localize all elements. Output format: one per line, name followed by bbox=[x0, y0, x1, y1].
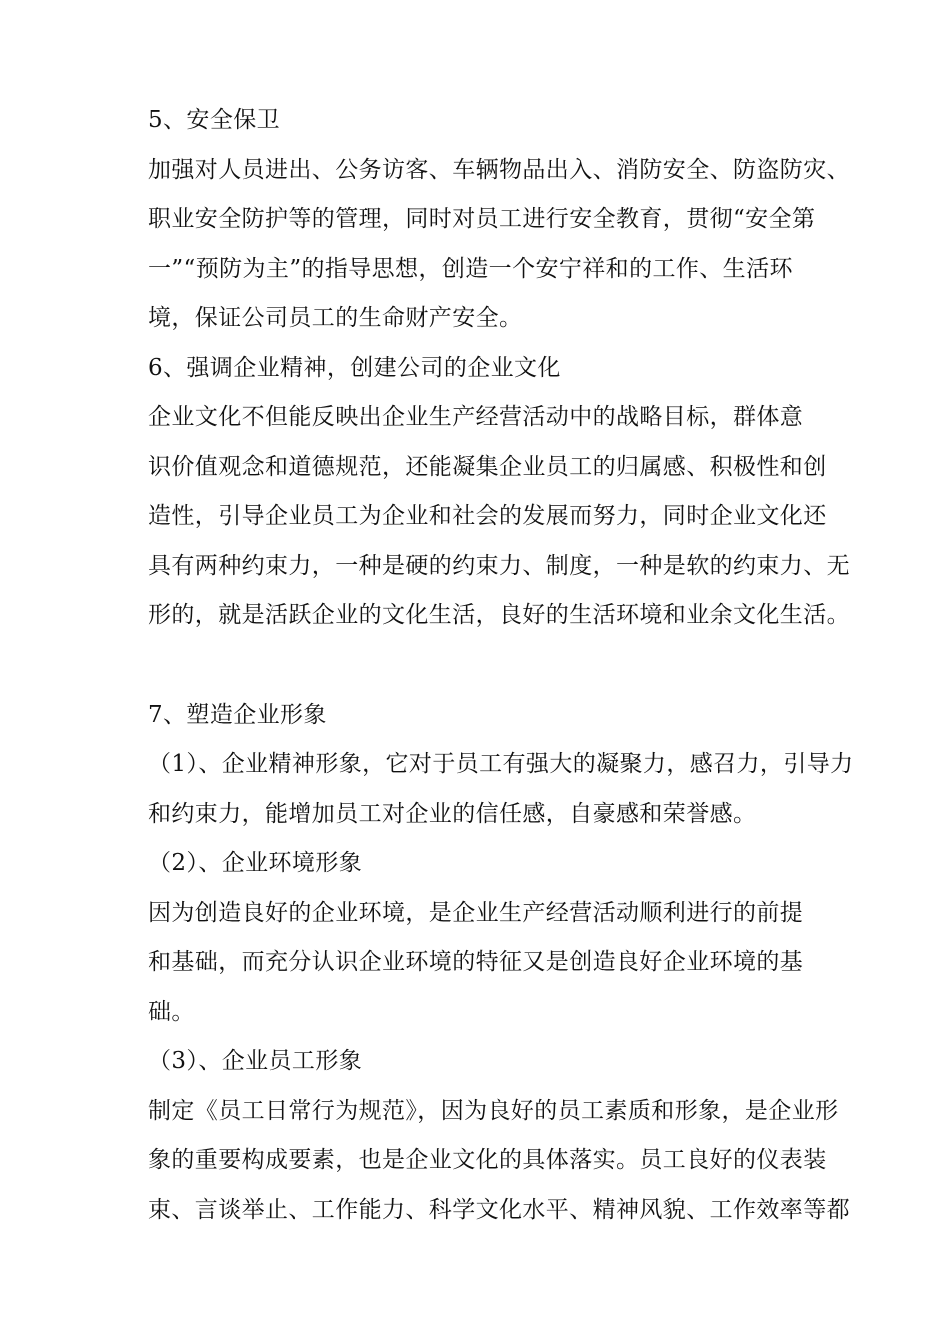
paragraph-line: 和约束力，能增加员工对企业的信任感，自豪感和荣誉感。 bbox=[148, 801, 757, 827]
paragraph-line: 加强对人员进出、公务访客、车辆物品出入、消防安全、防盗防灾、 bbox=[148, 157, 850, 183]
paragraph-line: 企业文化不但能反映出企业生产经营活动中的战略目标，群体意 bbox=[148, 404, 804, 430]
section-heading-culture: 6、强调企业精神，创建公司的企业文化 bbox=[148, 355, 561, 381]
paragraph-line: 具有两种约束力，一种是硬的约束力、制度，一种是软的约束力、无 bbox=[148, 553, 850, 579]
paragraph-line: 制定《员工日常行为规范》，因为良好的员工素质和形象，是企业形 bbox=[148, 1098, 839, 1124]
paragraph-line: 因为创造良好的企业环境，是企业生产经营活动顺利进行的前提 bbox=[148, 900, 804, 926]
paragraph-line: 境，保证公司员工的生命财产安全。 bbox=[148, 305, 523, 331]
subsection-heading: （2）、企业环境形象 bbox=[148, 850, 363, 876]
paragraph-line: 束、言谈举止、工作能力、科学文化水平、精神风貌、工作效率等都 bbox=[148, 1197, 850, 1223]
paragraph-line: （1）、企业精神形象，它对于员工有强大的凝聚力，感召力，引导力 bbox=[148, 751, 854, 777]
section-heading-security: 5、安全保卫 bbox=[148, 107, 281, 133]
section-heading-image: 7、塑造企业形象 bbox=[148, 702, 327, 728]
subsection-heading: （3）、企业员工形象 bbox=[148, 1048, 363, 1074]
paragraph-line: 一”“预防为主”的指导思想，创造一个安宁祥和的工作、生活环 bbox=[148, 256, 793, 282]
paragraph-line: 职业安全防护等的管理，同时对员工进行安全教育，贯彻“安全第 bbox=[148, 206, 816, 232]
paragraph-line: 础。 bbox=[148, 999, 195, 1025]
paragraph-line: 形的，就是活跃企业的文化生活，良好的生活环境和业余文化生活。 bbox=[148, 602, 850, 628]
paragraph-line: 和基础，而充分认识企业环境的特征又是创造良好企业环境的基 bbox=[148, 949, 804, 975]
paragraph-line: 造性，引导企业员工为企业和社会的发展而努力，同时企业文化还 bbox=[148, 503, 827, 529]
paragraph-line: 识价值观念和道德规范，还能凝集企业员工的归属感、积极性和创 bbox=[148, 454, 827, 480]
paragraph-line: 象的重要构成要素，也是企业文化的具体落实。员工良好的仪表装 bbox=[148, 1147, 827, 1173]
